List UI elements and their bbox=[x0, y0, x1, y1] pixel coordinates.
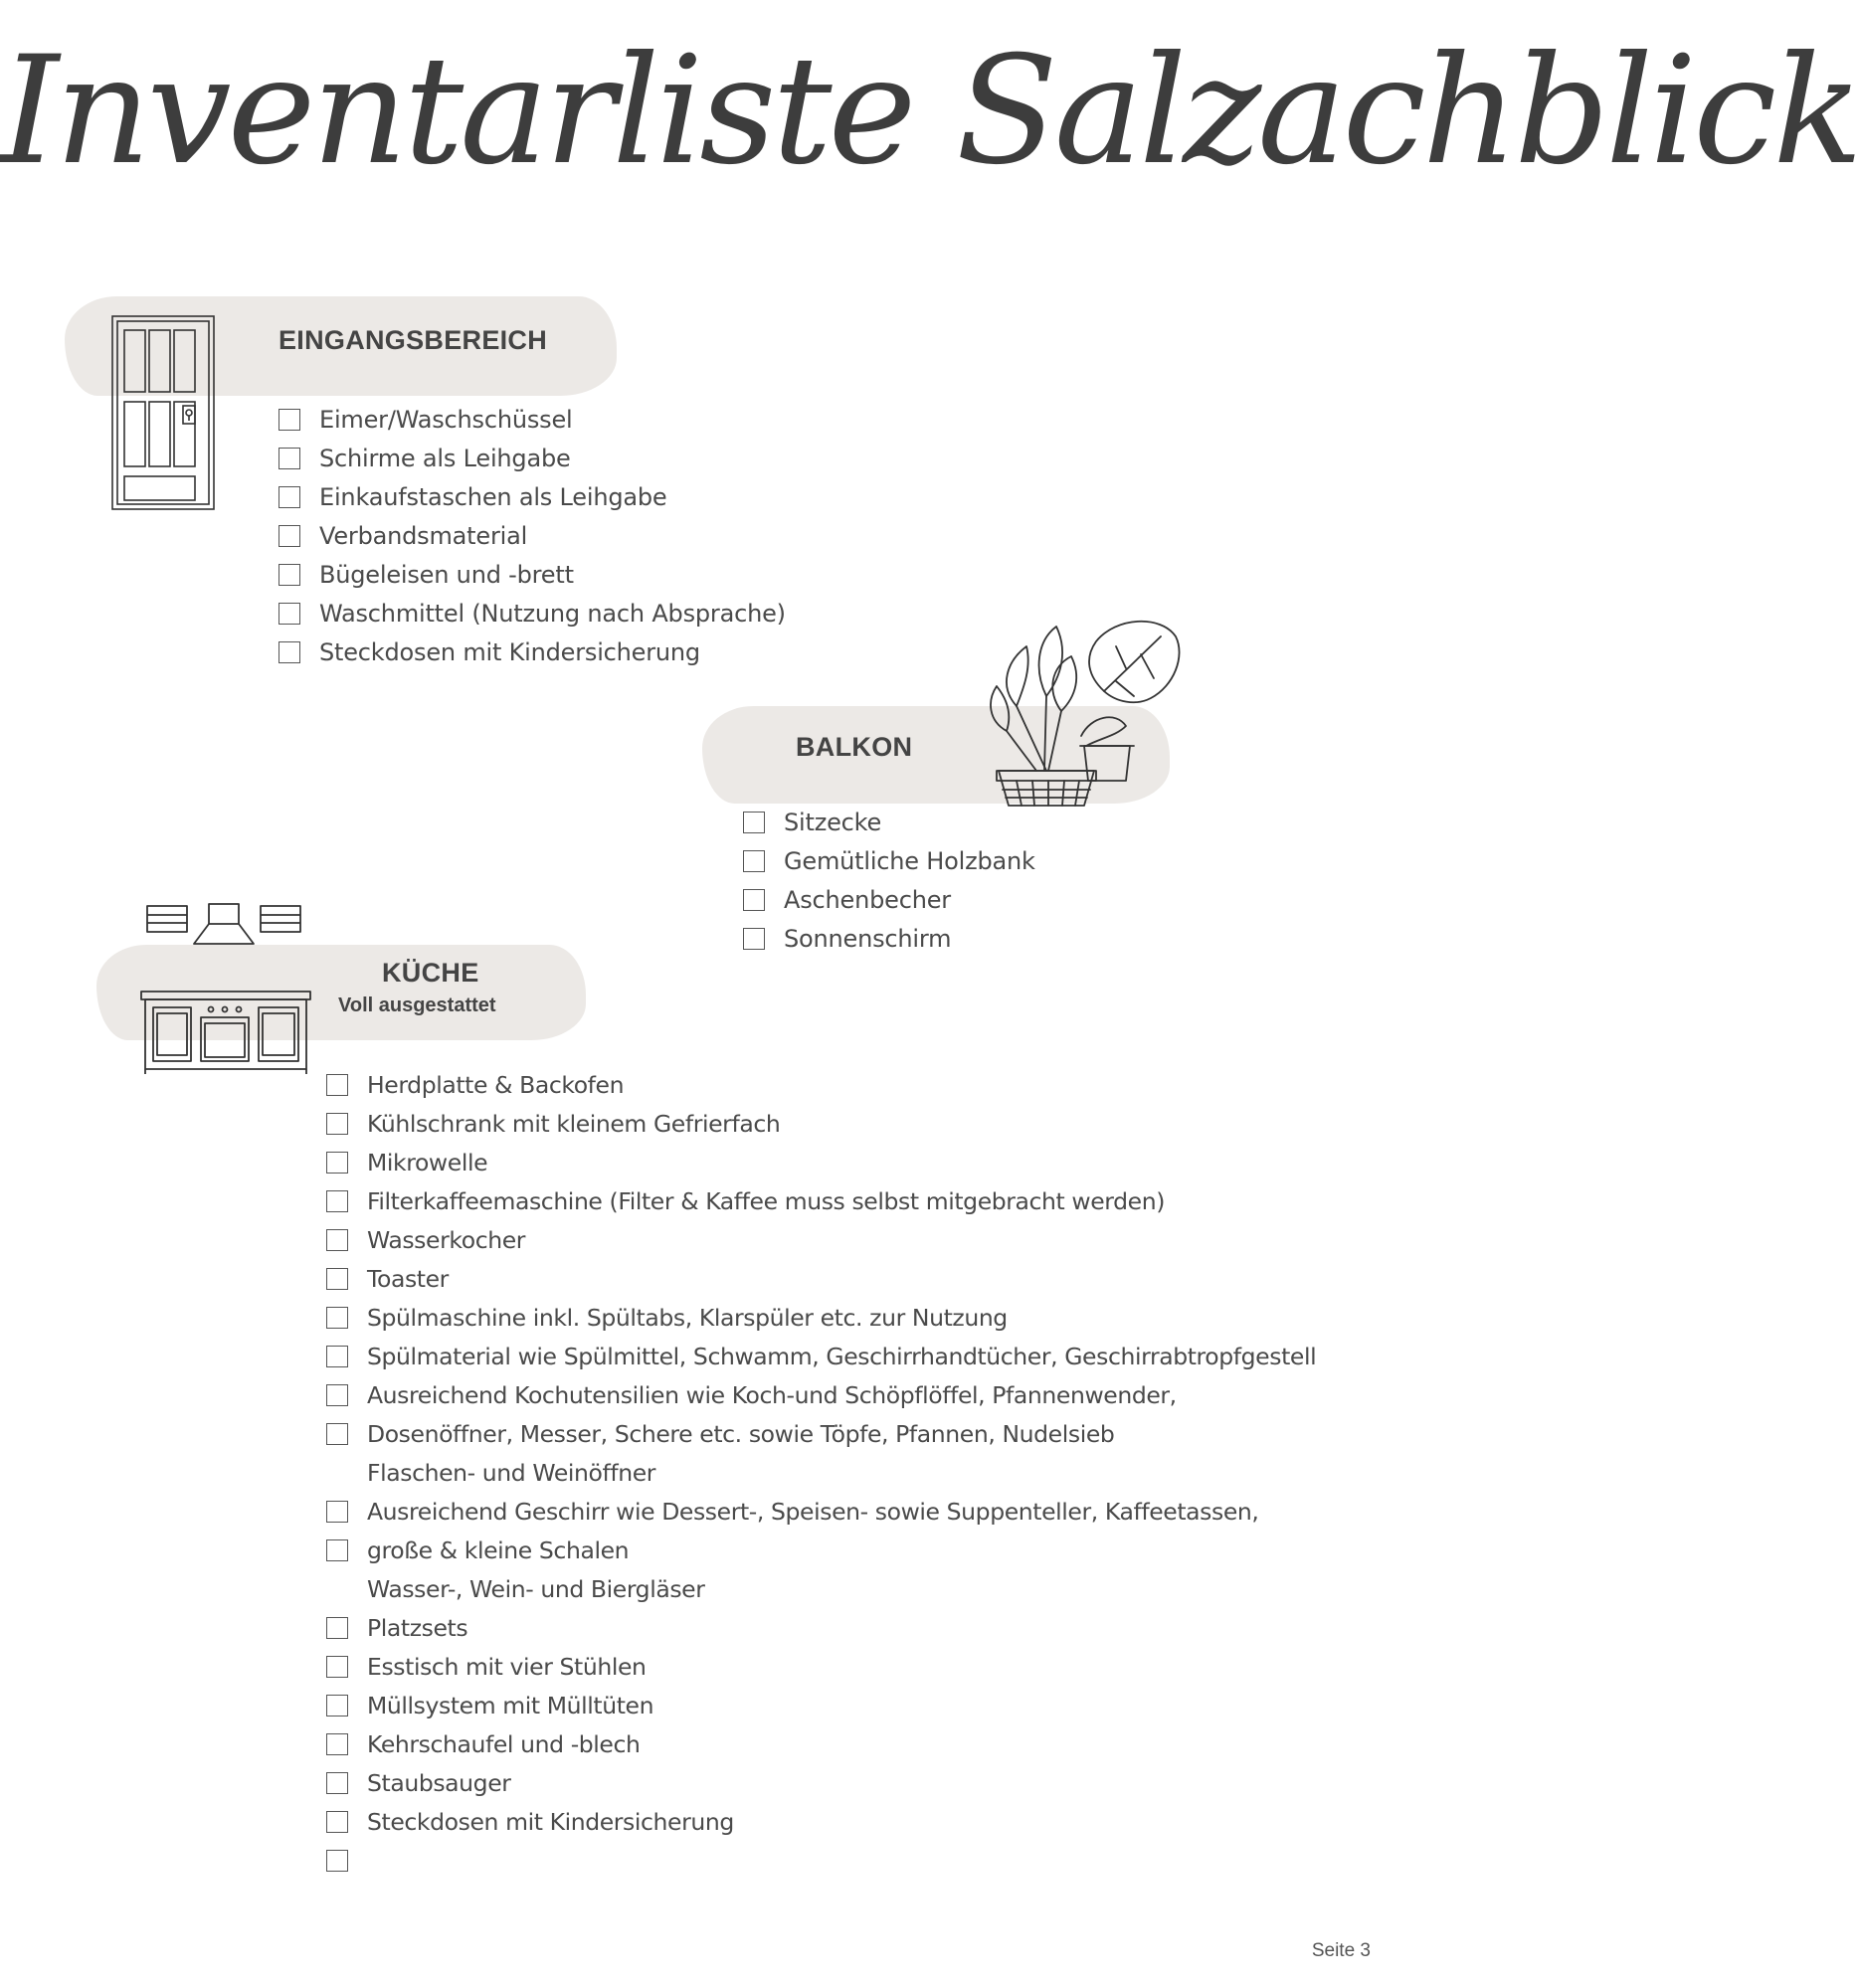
list-item bbox=[326, 1181, 1316, 1220]
list-item bbox=[279, 594, 786, 633]
checkbox[interactable] bbox=[326, 1423, 348, 1445]
checkbox[interactable] bbox=[326, 1190, 348, 1212]
kueche-heading: KÜCHE bbox=[382, 958, 479, 988]
list-item bbox=[326, 1763, 1316, 1802]
checkbox[interactable] bbox=[326, 1384, 348, 1406]
list-item bbox=[279, 633, 786, 671]
item-label: Wasser-, Wein- und Biergläser bbox=[367, 1574, 705, 1603]
item-label: Spülmaschine inkl. Spültabs, Klarspüler etc. zur Nutzung bbox=[367, 1303, 1008, 1332]
checkbox[interactable] bbox=[326, 1229, 348, 1251]
list-item bbox=[326, 1065, 1316, 1104]
checkbox[interactable] bbox=[279, 525, 300, 547]
list-item bbox=[743, 803, 1035, 841]
checkbox[interactable] bbox=[326, 1113, 348, 1135]
list-item bbox=[326, 1375, 1316, 1414]
checkbox[interactable] bbox=[326, 1307, 348, 1329]
list-item bbox=[279, 477, 786, 516]
checkbox[interactable] bbox=[743, 889, 765, 911]
kueche-checklist bbox=[326, 1065, 1316, 1880]
checkbox[interactable] bbox=[279, 641, 300, 663]
item-label: Kehrschaufel und -blech bbox=[367, 1729, 641, 1758]
item-label: Mikrowelle bbox=[367, 1148, 488, 1176]
potted-plants-icon bbox=[977, 607, 1196, 815]
checkbox[interactable] bbox=[326, 1346, 348, 1367]
page-number: Seite 3 bbox=[1311, 1940, 1371, 1961]
kitchen-icon bbox=[139, 900, 313, 1074]
item-label: Dosenöffner, Messer, Schere etc. sowie Töpfe, Pfannen, Nudelsieb bbox=[367, 1419, 1115, 1448]
checkbox[interactable] bbox=[326, 1617, 348, 1639]
item-label: Spülmaterial wie Spülmittel, Schwamm, Geschirrhandtücher, Geschirrabtropfgestell bbox=[367, 1342, 1317, 1370]
list-item bbox=[279, 400, 786, 439]
list-item bbox=[326, 1104, 1316, 1143]
balkon-checklist bbox=[743, 803, 1035, 958]
eingang-heading: EINGANGSBEREICH bbox=[279, 325, 548, 355]
item-label: Platzsets bbox=[367, 1613, 468, 1642]
list-item bbox=[326, 1531, 1316, 1569]
checkbox[interactable] bbox=[326, 1656, 348, 1678]
list-item bbox=[326, 1608, 1316, 1647]
item-label: Kühlschrank mit kleinem Gefrierfach bbox=[367, 1109, 781, 1138]
checkbox[interactable] bbox=[326, 1695, 348, 1717]
item-label: große & kleine Schalen bbox=[367, 1536, 630, 1564]
item-label: Esstisch mit vier Stühlen bbox=[367, 1652, 647, 1681]
checkbox[interactable] bbox=[743, 812, 765, 833]
list-item bbox=[326, 1143, 1316, 1181]
checkbox[interactable] bbox=[326, 1850, 348, 1872]
item-label: Filterkaffeemaschine (Filter & Kaffee muss selbst mitgebracht werden) bbox=[367, 1186, 1165, 1215]
item-label: Einkaufstaschen als Leihgabe bbox=[319, 482, 667, 511]
item-label: Wasserkocher bbox=[367, 1225, 526, 1254]
list-item bbox=[326, 1802, 1316, 1841]
checkbox[interactable] bbox=[326, 1811, 348, 1833]
item-label: Ausreichend Kochutensilien wie Koch-und Schöpflöffel, Pfannenwender, bbox=[367, 1380, 1177, 1409]
list-item bbox=[326, 1686, 1316, 1724]
list-item bbox=[326, 1337, 1316, 1375]
checkbox[interactable] bbox=[326, 1772, 348, 1794]
checkbox[interactable] bbox=[279, 564, 300, 586]
list-item bbox=[326, 1492, 1316, 1531]
list-item bbox=[326, 1569, 1316, 1608]
list-item bbox=[326, 1453, 1316, 1492]
door-icon bbox=[109, 314, 219, 511]
list-item bbox=[279, 555, 786, 594]
list-item bbox=[279, 439, 786, 477]
item-label: Bügeleisen und -brett bbox=[319, 560, 574, 589]
list-item bbox=[326, 1414, 1316, 1453]
item-label: Sitzecke bbox=[784, 808, 882, 836]
item-label: Ausreichend Geschirr wie Dessert-, Speisen- sowie Suppenteller, Kaffeetassen, bbox=[367, 1497, 1259, 1526]
list-item bbox=[326, 1298, 1316, 1337]
checkbox[interactable] bbox=[326, 1733, 348, 1755]
list-item bbox=[743, 880, 1035, 919]
balkon-heading: BALKON bbox=[796, 732, 913, 762]
item-label: Staubsauger bbox=[367, 1768, 511, 1797]
list-item bbox=[743, 919, 1035, 958]
item-label: Toaster bbox=[367, 1264, 449, 1293]
item-label: Herdplatte & Backofen bbox=[367, 1070, 625, 1099]
eingang-checklist bbox=[279, 400, 786, 671]
checkbox[interactable] bbox=[279, 448, 300, 469]
list-item bbox=[279, 516, 786, 555]
item-label: Steckdosen mit Kindersicherung bbox=[319, 637, 700, 666]
checkbox[interactable] bbox=[326, 1074, 348, 1096]
item-label: Flaschen- und Weinöffner bbox=[367, 1458, 656, 1487]
list-item bbox=[743, 841, 1035, 880]
checkbox[interactable] bbox=[326, 1539, 348, 1561]
item-label: Gemütliche Holzbank bbox=[784, 846, 1035, 875]
item-label: Aschenbecher bbox=[784, 885, 951, 914]
checkbox[interactable] bbox=[326, 1152, 348, 1174]
item-label: Sonnenschirm bbox=[784, 924, 952, 953]
item-label: Steckdosen mit Kindersicherung bbox=[367, 1807, 734, 1836]
checkbox[interactable] bbox=[326, 1268, 348, 1290]
list-item bbox=[326, 1724, 1316, 1763]
list-item bbox=[326, 1220, 1316, 1259]
checkbox[interactable] bbox=[326, 1501, 348, 1523]
checkbox[interactable] bbox=[279, 603, 300, 625]
list-item bbox=[326, 1647, 1316, 1686]
page-title: Inventarliste Salzachblick bbox=[0, 25, 1859, 198]
checkbox[interactable] bbox=[743, 850, 765, 872]
item-label: Schirme als Leihgabe bbox=[319, 444, 571, 472]
item-label: Eimer/Waschschüssel bbox=[319, 405, 573, 434]
item-label: Verbandsmaterial bbox=[319, 521, 528, 550]
item-label: Müllsystem mit Mülltüten bbox=[367, 1691, 654, 1719]
checkbox[interactable] bbox=[279, 486, 300, 508]
kueche-subheading: Voll ausgestattet bbox=[338, 994, 496, 1016]
checkbox[interactable] bbox=[743, 928, 765, 950]
list-item bbox=[326, 1841, 1316, 1880]
item-label: Waschmittel (Nutzung nach Absprache) bbox=[319, 599, 786, 628]
list-item bbox=[326, 1259, 1316, 1298]
checkbox[interactable] bbox=[279, 409, 300, 431]
